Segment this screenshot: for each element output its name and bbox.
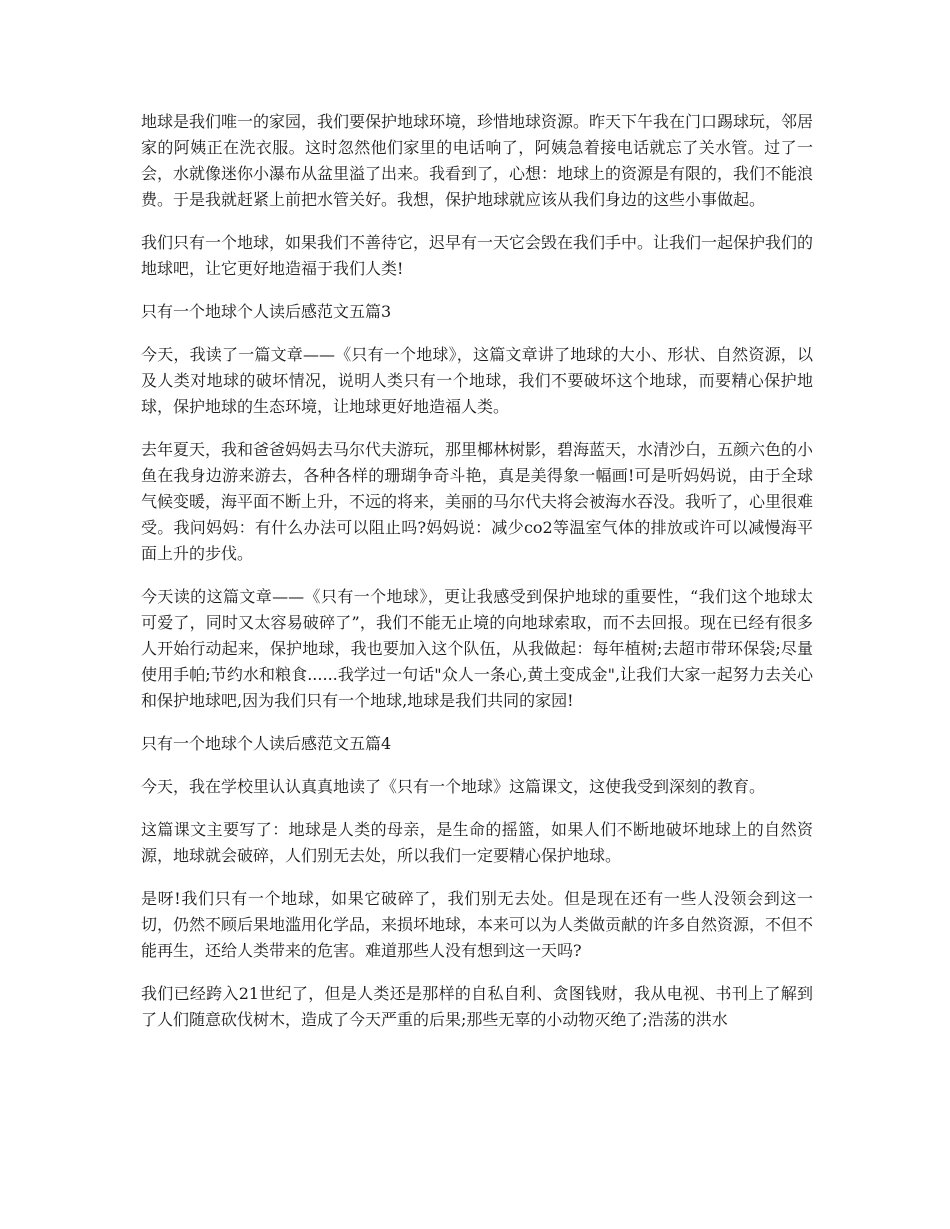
paragraph: 今天，我在学校里认认真真地读了《只有一个地球》这篇课文，这使我受到深刻的教育。 — [141, 777, 766, 796]
paragraph: 我们已经跨入21世纪了，但是人类还是那样的自私自利、贪图钱财，我从电视、书刊上了解到了人们随意砍伐树木，造成了今天严重的后果;那些无辜的小动物灭绝了;浩荡的洪水 — [141, 984, 813, 1029]
section-heading: 只有一个地球个人读后感范文五篇3 — [141, 302, 392, 321]
paragraph: 去年夏天，我和爸爸妈妈去马尔代夫游玩，那里椰林树影，碧海蓝天，水清沙白，五颜六色的小鱼在我身边游来游去，各种各样的珊瑚争奇斗艳，真是美得象一幅画!可是听妈妈说，由于全球气候变暖，海平面不断上升，不远的将来，美丽的马尔代夫将会被海水吞没。我听了，心里很难受。我问妈妈：有什么办法可以阻止吗?妈妈说：减少co2等温室气体的排放或许可以减慢海平面上升的步伐。 — [141, 440, 814, 563]
section-heading: 只有一个地球个人读后感范文五篇4 — [141, 734, 392, 753]
document-body — [141, 109, 813, 1050]
paragraph: 我们只有一个地球，如果我们不善待它，迟早有一天它会毁在我们手中。让我们一起保护我们的地球吧，让它更好地造福于我们人类! — [141, 233, 814, 278]
paragraph: 今天读的这篇文章——《只有一个地球》，更让我感受到保护地球的重要性，“我们这个地球太可爱了，同时又太容易破碎了”，我们不能无止境的向地球索取，而不去回报。现在已经有很多人开始行动起来，保护地球，我也要加入这个队伍，从我做起：每年植树;去超市带环保袋;尽量使用手帕;节约水和粮食......我学过一句话"众人一条心,黄土变成金",让我们大家一起努力去关心和保护地球吧,因为我们只有一个地球,地球是我们共同的家园! — [141, 587, 813, 710]
paragraph: 今天，我读了一篇文章——《只有一个地球》，这篇文章讲了地球的大小、形状、自然资源，以及人类对地球的破坏情况，说明人类只有一个地球，我们不要破坏这个地球，而要精心保护地球，保护地球的生态环境，让地球更好地造福人类。 — [141, 345, 813, 416]
paragraph: 是呀!我们只有一个地球，如果它破碎了，我们别无去处。但是现在还有一些人没领会到这一切，仍然不顾后果地滥用化学品，来损坏地球，本来可以为人类做贡献的许多自然资源，不但不能再生，还给人类带来的危害。难道那些人没有想到这一天吗? — [141, 889, 814, 960]
paragraph: 地球是我们唯一的家园，我们要保护地球环境，珍惜地球资源。昨天下午我在门口踢球玩，邻居家的阿姨正在洗衣服。这时忽然他们家里的电话响了，阿姨急着接电话就忘了关水管。过了一会，水就像迷你小瀑布从盆里溢了出来。我看到了，心想：地球上的资源是有限的，我们不能浪费。于是我就赶紧上前把水管关好。我想，保护地球就应该从我们身边的这些小事做起。 — [141, 112, 814, 209]
paragraph: 这篇课文主要写了：地球是人类的母亲，是生命的摇篮，如果人们不断地破坏地球上的自然资源，地球就会破碎，人们别无去处，所以我们一定要精心保护地球。 — [141, 820, 813, 865]
